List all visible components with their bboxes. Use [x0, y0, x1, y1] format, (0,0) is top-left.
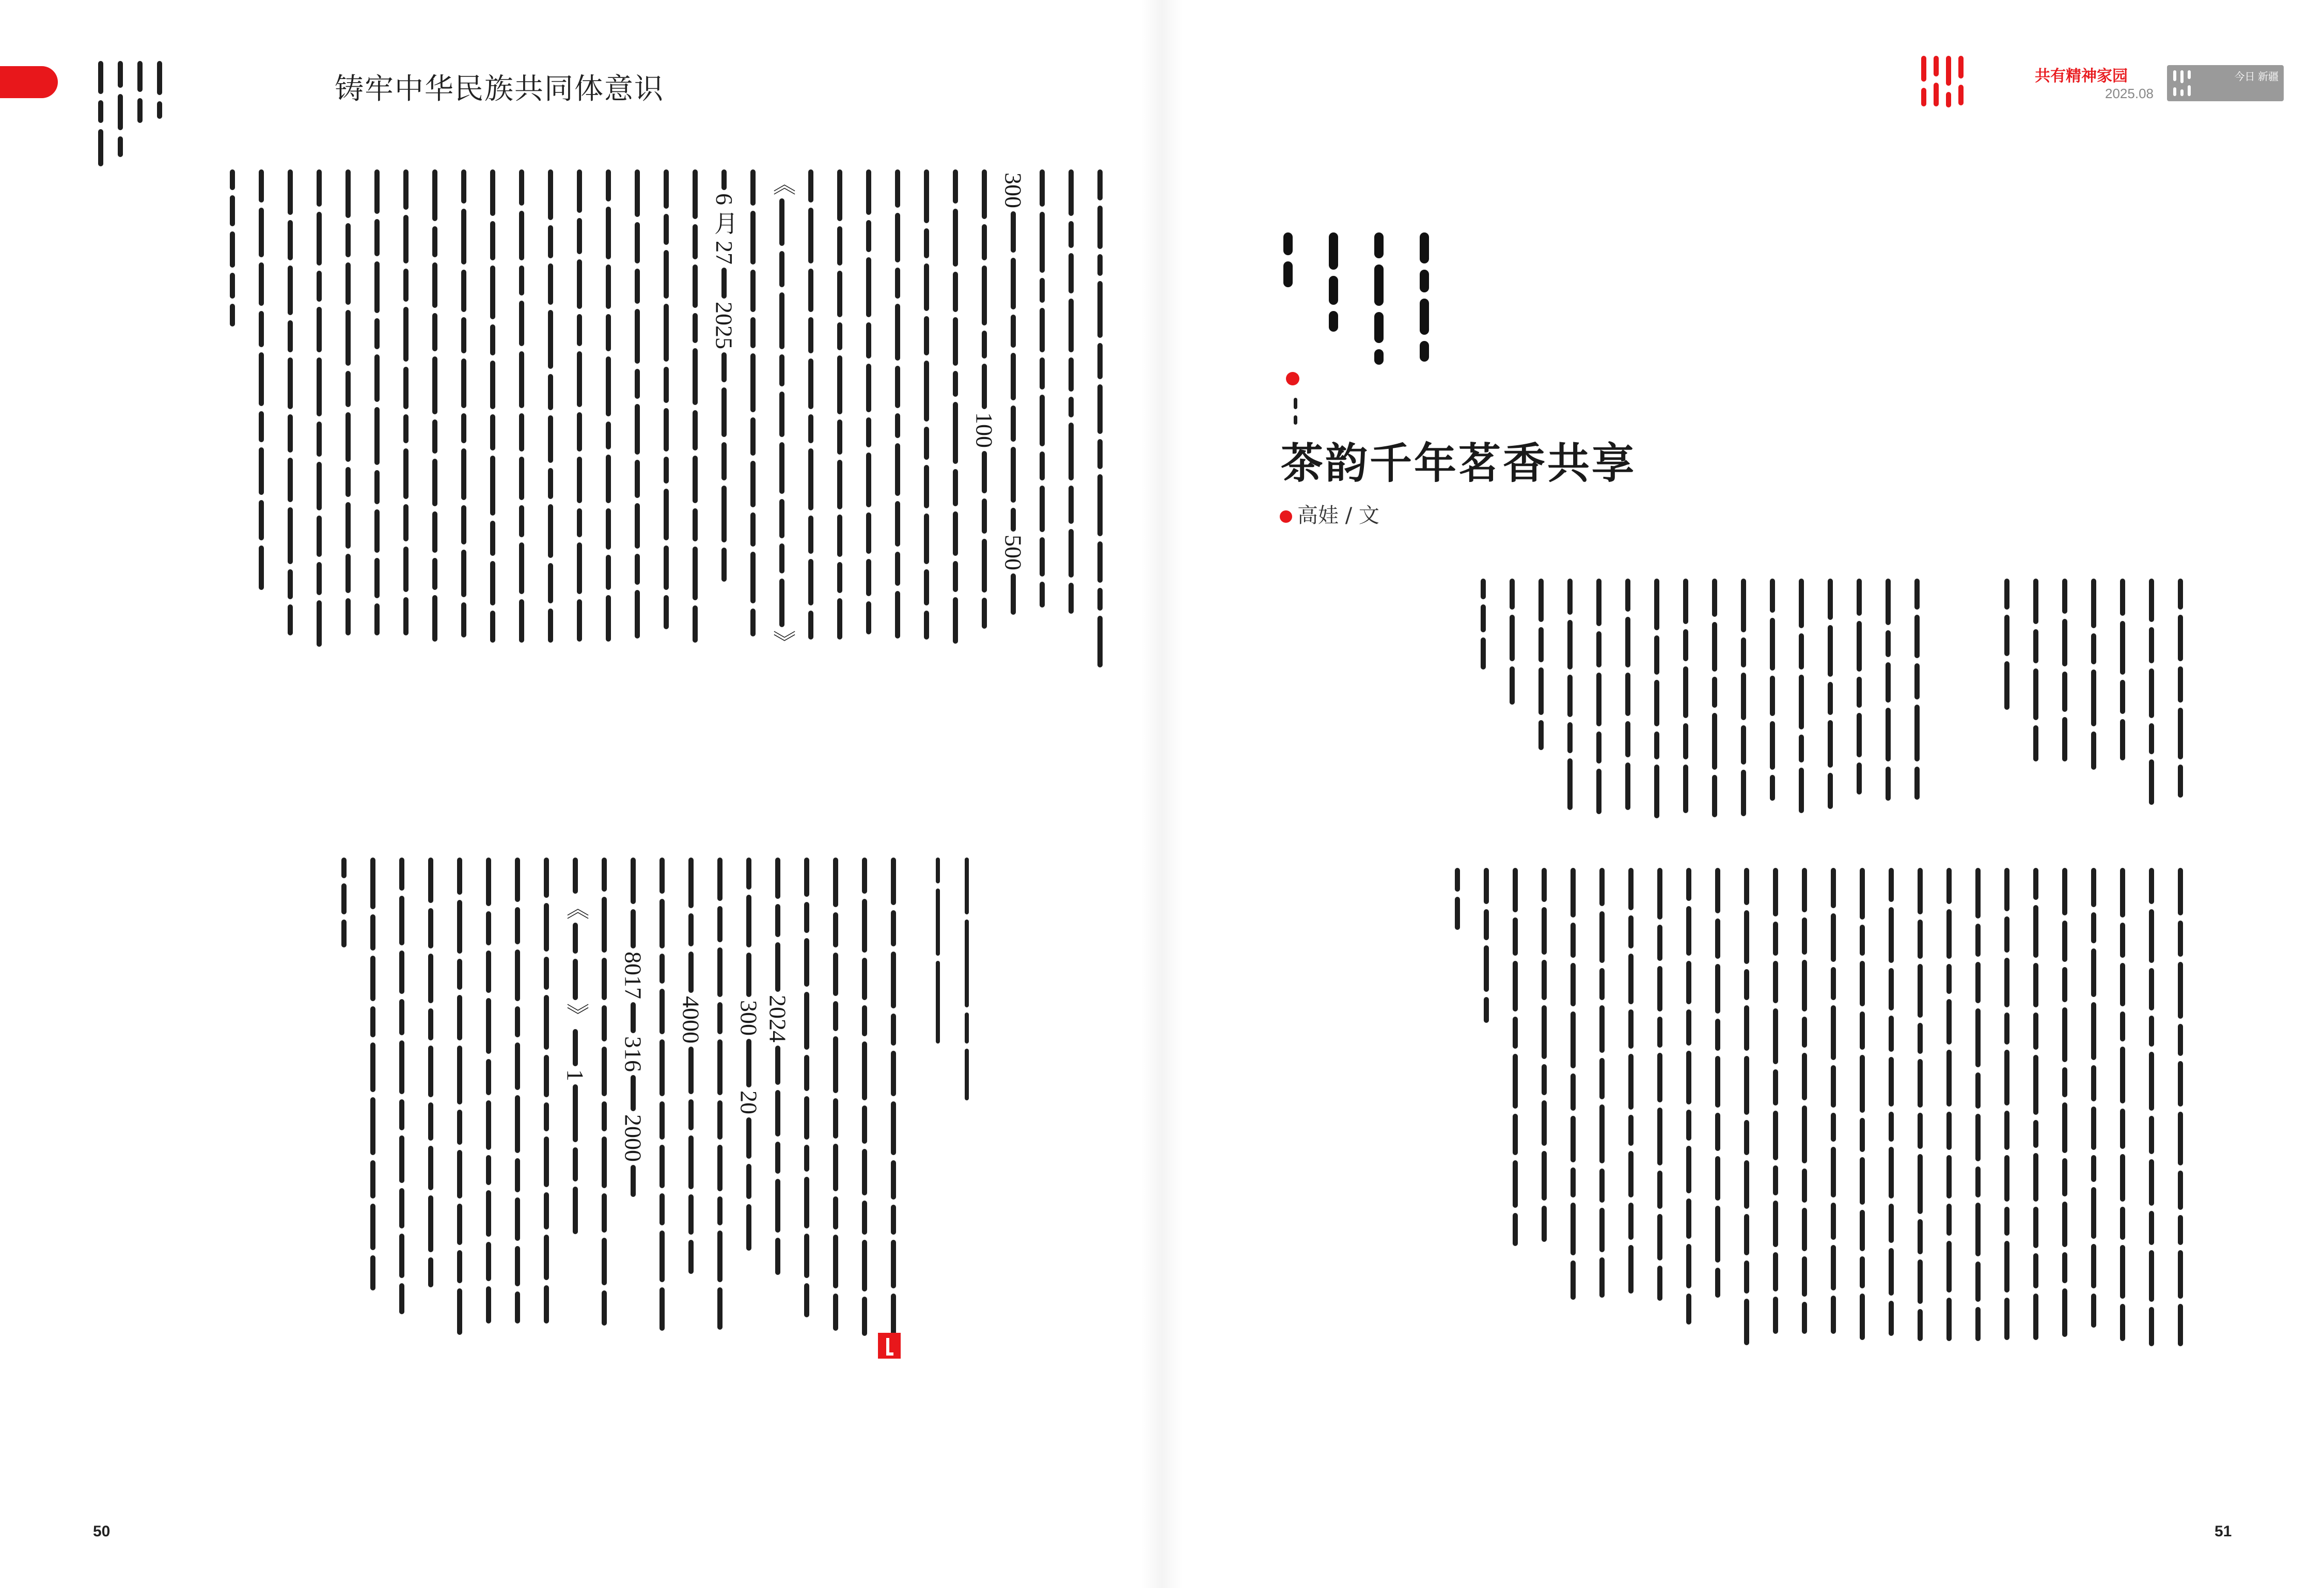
- right-lower-text-block: [1281, 868, 2195, 1503]
- title-bullet: [1286, 372, 1299, 385]
- article-title-mongolian: [1283, 232, 1429, 365]
- inline-number: 100: [971, 412, 998, 448]
- header-mongolian-logo: [1921, 56, 1999, 113]
- header-right: [1921, 56, 2303, 113]
- inline-year: 2025: [711, 302, 737, 349]
- inline-number: 300: [735, 1000, 762, 1036]
- inline-bracket: 》: [562, 1003, 589, 1026]
- article-title: 茶韵千年茗香共享: [1281, 439, 1637, 488]
- header-mongolian-script-left: [98, 61, 162, 169]
- right-upper-text-block: [1947, 579, 2195, 847]
- inline-bracket: 《: [562, 897, 589, 920]
- left-caption: [919, 858, 981, 1250]
- inline-number: 2024: [764, 995, 791, 1042]
- header-magazine-box: [2167, 65, 2284, 101]
- header-brand: 共有精神家园: [2035, 68, 2128, 85]
- page-spine: [1141, 0, 1183, 1588]
- inline-number: 20: [735, 1091, 762, 1114]
- header-issue: 2025.08: [2105, 86, 2154, 101]
- inline-bracket: 《: [769, 173, 795, 195]
- author-mongolian: [1294, 398, 1297, 425]
- inline-bracket: 》: [769, 630, 795, 653]
- right-middle-text-block: [1281, 579, 1932, 847]
- inline-number: 500: [1000, 535, 1027, 570]
- header-title-left: 铸牢中华民族共同体意识: [335, 72, 664, 106]
- author-bullet: [1280, 510, 1292, 523]
- inline-number: 1: [562, 1069, 589, 1081]
- inline-number: 8017: [620, 952, 647, 999]
- inline-number: 2000: [620, 1114, 647, 1162]
- inline-number: 316: [620, 1036, 647, 1072]
- article-author: [1280, 499, 1379, 528]
- red-tab-marker: [0, 66, 58, 98]
- section-end-marker: [878, 1333, 901, 1359]
- inline-number: 4000: [678, 996, 704, 1044]
- left-upper-text-block: [113, 169, 1114, 846]
- inline-number: 300: [1000, 173, 1027, 208]
- left-lower-text-block: [113, 858, 908, 1503]
- header-box-label: 今日 新疆: [2234, 71, 2279, 83]
- page-number-left: 50: [93, 1523, 111, 1540]
- page-number-right: 51: [2215, 1523, 2232, 1540]
- inline-date: 6 月 27: [711, 193, 737, 264]
- author-text: 高娃 / 文: [1297, 504, 1379, 527]
